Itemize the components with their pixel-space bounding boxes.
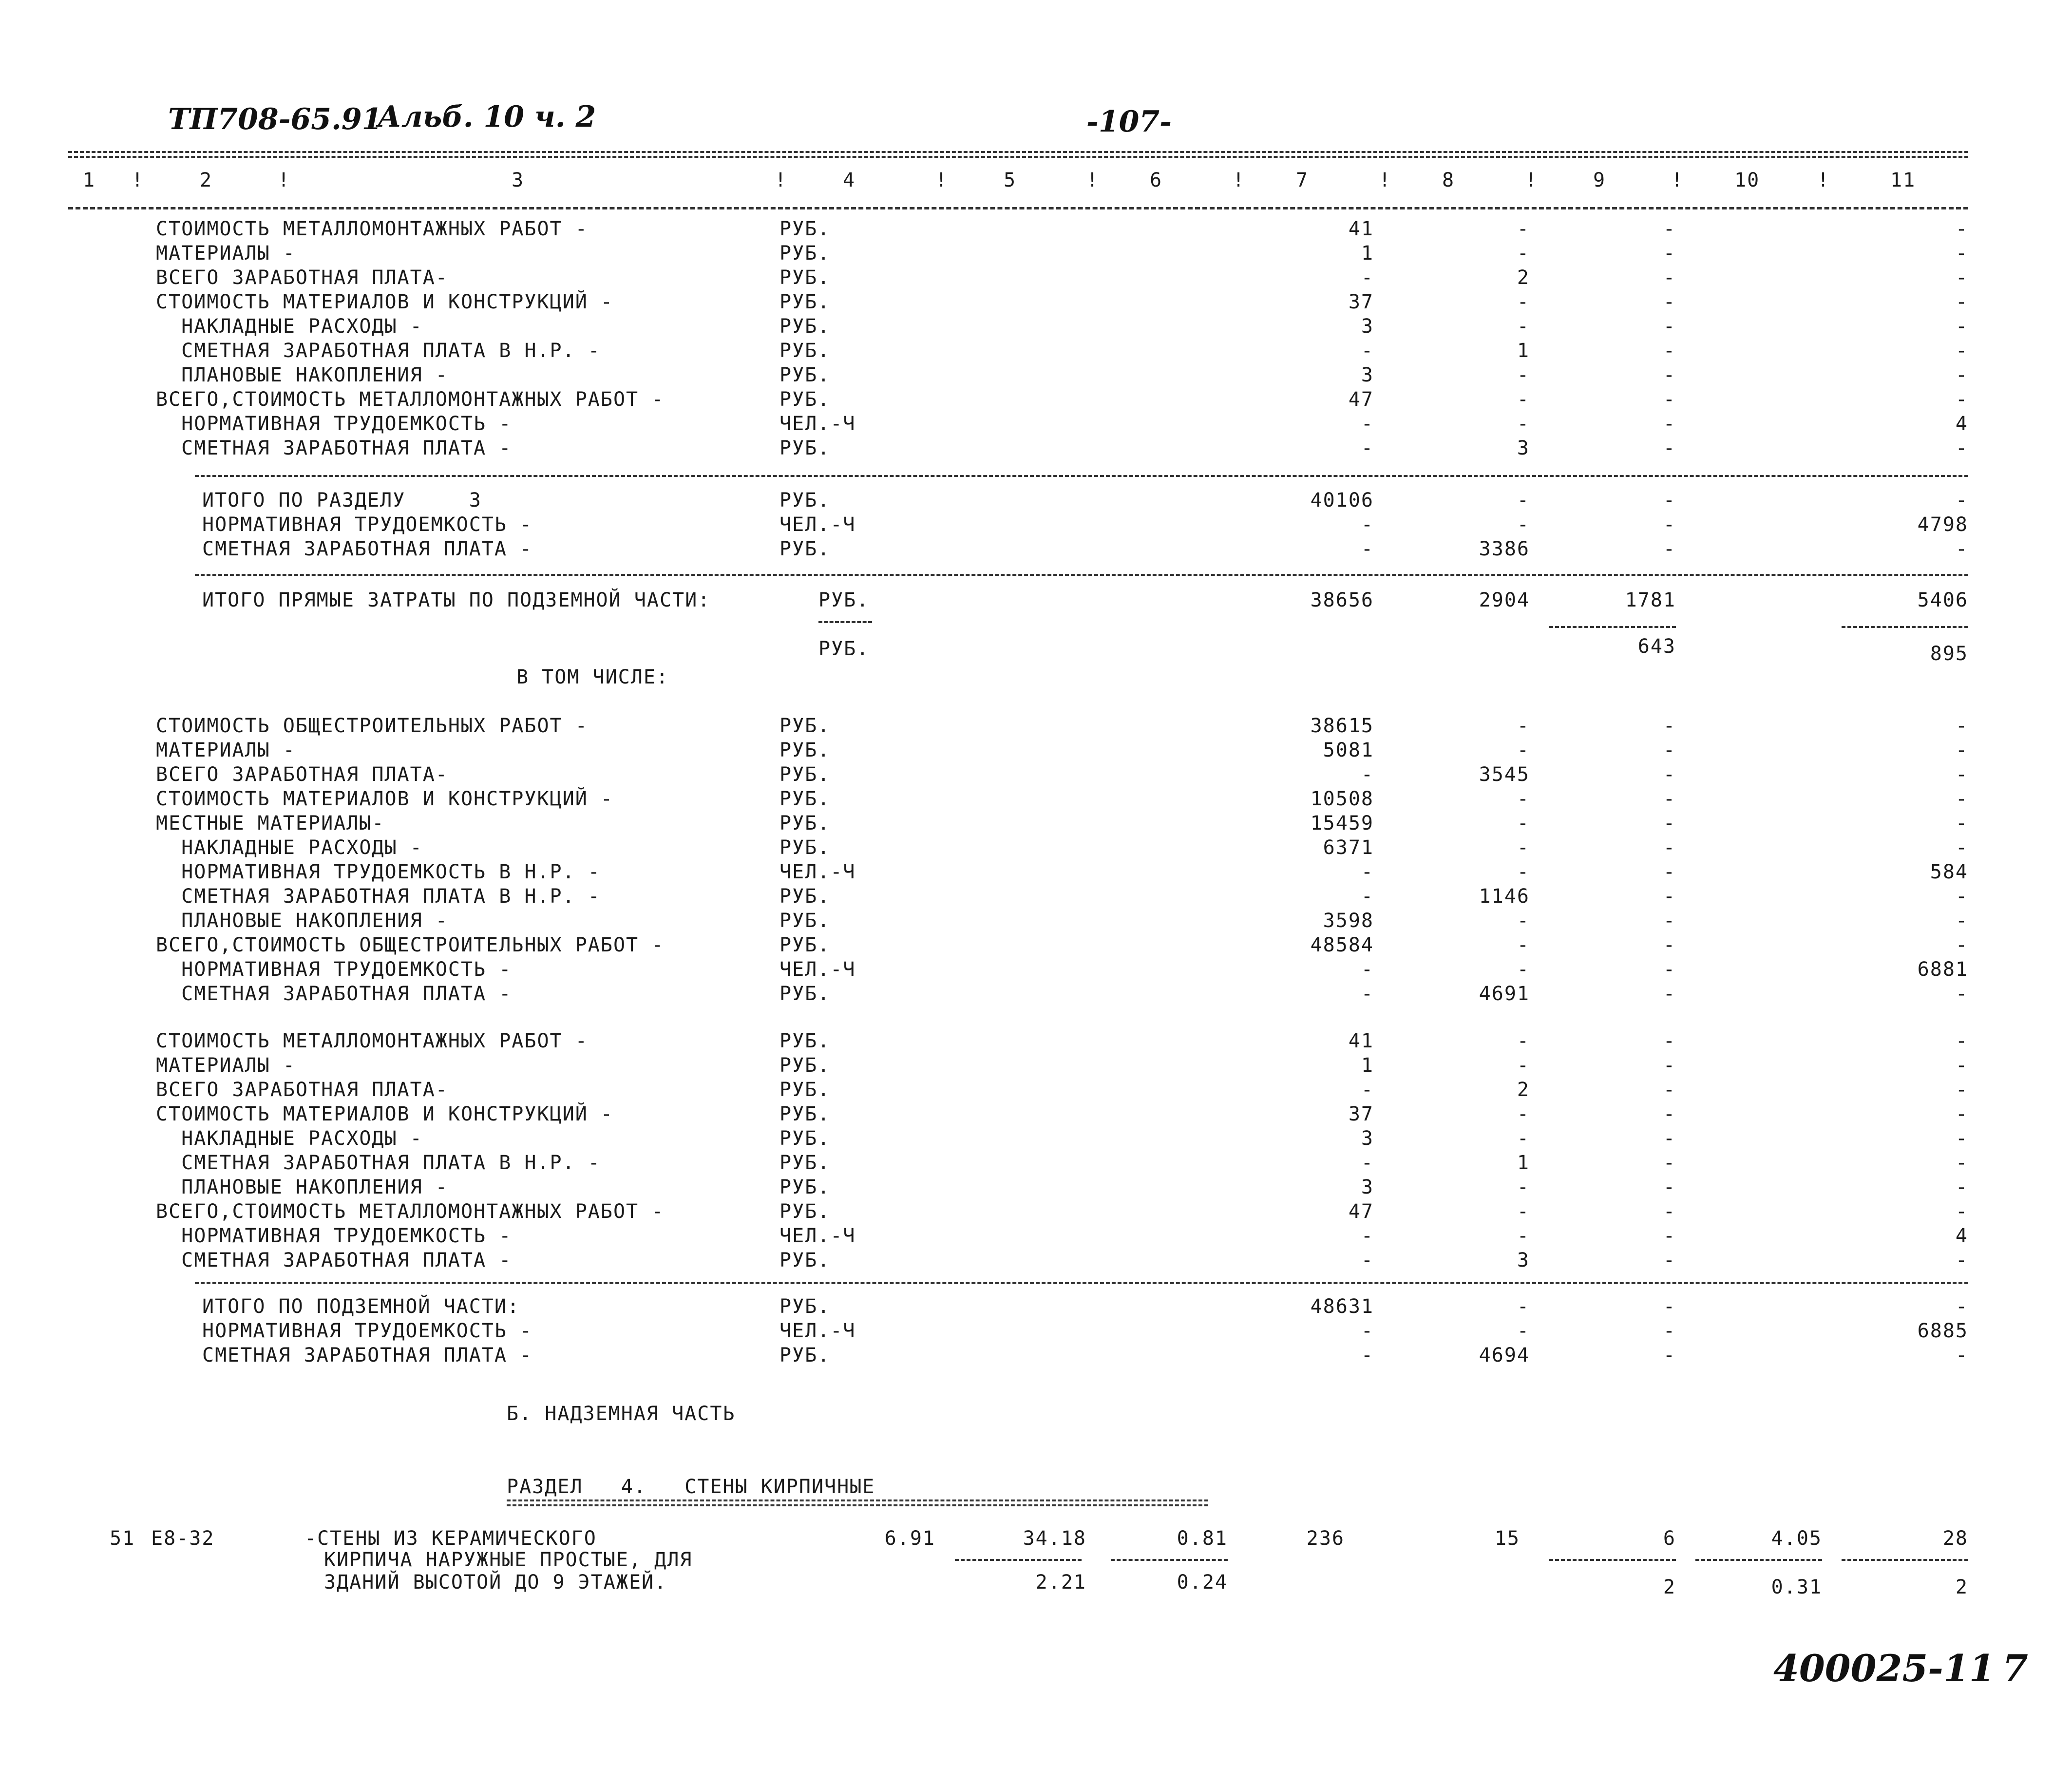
cell-c7: 38615 xyxy=(1310,715,1374,737)
row-unit: РУБ. xyxy=(779,388,831,411)
row-label: СМЕТНАЯ ЗАРАБОТНАЯ ПЛАТА - xyxy=(156,1249,512,1272)
row-label: НОРМАТИВНАЯ ТРУДОЕМКОСТЬ В Н.Р. - xyxy=(156,861,601,883)
cell-c10-b: 0.31 xyxy=(1771,1576,1822,1598)
row-unit: ЧЕЛ.-Ч xyxy=(779,958,856,981)
row-unit-2: РУБ. xyxy=(818,638,870,660)
cell-c8: 1146 xyxy=(1479,885,1530,908)
row-unit: РУБ. xyxy=(779,910,831,932)
cell-c11: - xyxy=(1955,739,1968,761)
cell-c7: - xyxy=(1361,1249,1374,1272)
cell-c7: - xyxy=(1361,538,1374,560)
cell-c7: 5081 xyxy=(1323,739,1374,761)
cell-c11: - xyxy=(1955,1103,1968,1125)
row-unit: РУБ. xyxy=(779,1344,831,1366)
cell-c7: - xyxy=(1361,1344,1374,1366)
row-unit: РУБ. xyxy=(779,1295,831,1318)
cell-c11: - xyxy=(1955,291,1968,313)
cell-c9: - xyxy=(1663,1176,1676,1198)
cell-c11: - xyxy=(1955,1079,1968,1101)
cell-c11-b: 895 xyxy=(1930,643,1968,665)
cell-c7: 1 xyxy=(1361,1054,1374,1077)
cell-c9: - xyxy=(1663,934,1676,956)
cell-c8: - xyxy=(1517,715,1530,737)
section-4-title: РАЗДЕЛ 4. СТЕНЫ КИРПИЧНЫЕ xyxy=(507,1476,875,1498)
cell-c9: - xyxy=(1663,1054,1676,1077)
row-label: НАКЛАДНЫЕ РАСХОДЫ - xyxy=(156,315,423,338)
cell-c11: - xyxy=(1955,1344,1968,1366)
cell-c7: - xyxy=(1361,983,1374,1005)
row-label: ВСЕГО ЗАРАБОТНАЯ ПЛАТА- xyxy=(156,266,448,289)
cell-c11: - xyxy=(1955,983,1968,1005)
cell-c7: - xyxy=(1361,437,1374,459)
row-unit: РУБ. xyxy=(779,315,831,338)
cell-c9: - xyxy=(1663,266,1676,289)
row-label: МАТЕРИАЛЫ - xyxy=(156,1054,296,1077)
cell-c7: 15459 xyxy=(1310,812,1374,835)
cell-c8: 2904 xyxy=(1479,589,1530,611)
row-label: МЕСТНЫЕ МАТЕРИАЛЫ- xyxy=(156,812,385,835)
cell-c11: - xyxy=(1955,934,1968,956)
cell-c11: 4 xyxy=(1955,413,1968,435)
cell-c9: - xyxy=(1663,364,1676,386)
cell-c7: - xyxy=(1361,340,1374,362)
col-header-5: 5 xyxy=(1004,169,1017,191)
cell-c9: - xyxy=(1663,1152,1676,1174)
cell-c11: 4 xyxy=(1955,1225,1968,1247)
row-unit: РУБ. xyxy=(779,489,831,512)
cell-c8: - xyxy=(1517,489,1530,512)
sheet-number: 7 xyxy=(2002,1647,2028,1690)
row-unit: ЧЕЛ.-Ч xyxy=(779,513,856,536)
cell-c8: - xyxy=(1517,910,1530,932)
row-label: НОРМАТИВНАЯ ТРУДОЕМКОСТЬ - xyxy=(202,513,533,536)
row-unit: РУБ. xyxy=(779,364,831,386)
cell-c9: - xyxy=(1663,291,1676,313)
row-label: ИТОГО ПО РАЗДЕЛУ 3 xyxy=(202,489,482,512)
cell-c11: - xyxy=(1955,489,1968,512)
row-unit: РУБ. xyxy=(779,715,831,737)
cell-c8: - xyxy=(1517,1295,1530,1318)
cell-c6: 0.81 xyxy=(1177,1527,1228,1550)
row-unit: РУБ. xyxy=(779,763,831,786)
row-label: НАКЛАДНЫЕ РАСХОДЫ - xyxy=(156,1127,423,1150)
row-label: НОРМАТИВНАЯ ТРУДОЕМКОСТЬ - xyxy=(156,958,512,981)
row-label: ИТОГО ПРЯМЫЕ ЗАТРАТЫ ПО ПОДЗЕМНОЙ ЧАСТИ: xyxy=(202,589,711,611)
cell-c10: 4.05 xyxy=(1771,1527,1822,1550)
row-label: НАКЛАДНЫЕ РАСХОДЫ - xyxy=(156,836,423,859)
row-unit: РУБ. xyxy=(779,1152,831,1174)
cell-c8: - xyxy=(1517,1176,1530,1198)
row-label: МАТЕРИАЛЫ - xyxy=(156,739,296,761)
cell-c11: - xyxy=(1955,788,1968,810)
row-label: НОРМАТИВНАЯ ТРУДОЕМКОСТЬ - xyxy=(202,1320,533,1342)
row-label: СМЕТНАЯ ЗАРАБОТНАЯ ПЛАТА - xyxy=(156,437,512,459)
cell-c9: - xyxy=(1663,861,1676,883)
item-desc-line-1: -СТЕНЫ ИЗ КЕРАМИЧЕСКОГО xyxy=(304,1527,597,1550)
cell-c8: - xyxy=(1517,739,1530,761)
cell-c5-b: 2.21 xyxy=(1035,1571,1086,1594)
row-label: СТОИМОСТЬ МАТЕРИАЛОВ И КОНСТРУКЦИЙ - xyxy=(156,1103,613,1125)
cell-c11: 6881 xyxy=(1917,958,1968,981)
cell-c9: 6 xyxy=(1663,1527,1676,1550)
cell-c7: - xyxy=(1361,1225,1374,1247)
cell-c7: - xyxy=(1361,413,1374,435)
cell-c9-b: 643 xyxy=(1637,635,1676,658)
item-desc-line-3: ЗДАНИЙ ВЫСОТОЙ ДО 9 ЭТАЖЕЙ. xyxy=(324,1571,667,1594)
cell-c9: - xyxy=(1663,788,1676,810)
item-desc-line-2: КИРПИЧА НАРУЖНЫЕ ПРОСТЫЕ, ДЛЯ xyxy=(324,1549,693,1571)
row-label: ВСЕГО ЗАРАБОТНАЯ ПЛАТА- xyxy=(156,763,448,786)
cell-c9: - xyxy=(1663,538,1676,560)
section-4-underline xyxy=(507,1499,1208,1506)
item-code: Е8-32 xyxy=(151,1527,215,1550)
cell-c6-b: 0.24 xyxy=(1177,1571,1228,1594)
row-label: НОРМАТИВНАЯ ТРУДОЕМКОСТЬ - xyxy=(156,1225,512,1247)
cell-c11: - xyxy=(1955,1152,1968,1174)
album-label: Альб. 10 ч. 2 xyxy=(378,100,596,134)
cell-c11: 4798 xyxy=(1917,513,1968,536)
row-unit: РУБ. xyxy=(779,934,831,956)
cell-c8: - xyxy=(1517,1200,1530,1223)
col-header-4: 4 xyxy=(843,169,856,191)
row-unit: РУБ. xyxy=(779,788,831,810)
cell-c11: - xyxy=(1955,1200,1968,1223)
row-label: СМЕТНАЯ ЗАРАБОТНАЯ ПЛАТА - xyxy=(202,538,533,560)
cell-c8: - xyxy=(1517,812,1530,835)
row-label: СМЕТНАЯ ЗАРАБОТНАЯ ПЛАТА - xyxy=(156,983,512,1005)
col-header-11: 11 xyxy=(1890,169,1916,191)
cell-c8: 4694 xyxy=(1479,1344,1530,1366)
cell-c7: 3 xyxy=(1361,364,1374,386)
cell-c7: 236 xyxy=(1306,1527,1345,1550)
row-label: СМЕТНАЯ ЗАРАБОТНАЯ ПЛАТА - xyxy=(202,1344,533,1366)
cell-c9: - xyxy=(1663,1249,1676,1272)
cell-c8: 15 xyxy=(1494,1527,1520,1550)
cell-c8: - xyxy=(1517,861,1530,883)
col-header-10: 10 xyxy=(1734,169,1760,191)
cell-c7: 37 xyxy=(1348,1103,1374,1125)
cell-c9: - xyxy=(1663,1127,1676,1150)
row-label: СТОИМОСТЬ ОБЩЕСТРОИТЕЛЬНЫХ РАБОТ - xyxy=(156,715,588,737)
cell-c7: 48584 xyxy=(1310,934,1374,956)
cell-c9: - xyxy=(1663,413,1676,435)
cell-c8: - xyxy=(1517,413,1530,435)
cell-c11: - xyxy=(1955,218,1968,240)
cell-c8: - xyxy=(1517,1030,1530,1052)
row-unit: РУБ. xyxy=(779,1127,831,1150)
cell-c8: - xyxy=(1517,364,1530,386)
row-unit: РУБ. xyxy=(779,291,831,313)
cell-c11: - xyxy=(1955,266,1968,289)
row-label: ВСЕГО,СТОИМОСТЬ ОБЩЕСТРОИТЕЛЬНЫХ РАБОТ - xyxy=(156,934,665,956)
row-unit: РУБ. xyxy=(779,538,831,560)
row-unit: ЧЕЛ.-Ч xyxy=(779,413,856,435)
cell-c9: - xyxy=(1663,763,1676,786)
cell-c9: 1781 xyxy=(1625,589,1676,611)
cell-c9: - xyxy=(1663,1320,1676,1342)
cell-c7: 47 xyxy=(1348,1200,1374,1223)
cell-c7: 41 xyxy=(1348,218,1374,240)
cell-c9: - xyxy=(1663,836,1676,859)
cell-c11: 5406 xyxy=(1917,589,1968,611)
row-label: ИТОГО ПО ПОДЗЕМНОЙ ЧАСТИ: xyxy=(202,1295,520,1318)
cell-c11: - xyxy=(1955,1295,1968,1318)
cell-c8: - xyxy=(1517,788,1530,810)
row-label: ПЛАНОВЫЕ НАКОПЛЕНИЯ - xyxy=(156,364,448,386)
cell-c9: - xyxy=(1663,983,1676,1005)
cell-c11: - xyxy=(1955,1176,1968,1198)
row-unit: РУБ. xyxy=(779,1176,831,1198)
cell-c11: 584 xyxy=(1930,861,1968,883)
cell-c8: - xyxy=(1517,315,1530,338)
row-unit: РУБ. xyxy=(779,1103,831,1125)
col-header-9: 9 xyxy=(1593,169,1606,191)
cell-c9: - xyxy=(1663,958,1676,981)
cell-c9: - xyxy=(1663,388,1676,411)
cell-c7: 40106 xyxy=(1310,489,1374,512)
cell-c7: 6371 xyxy=(1323,836,1374,859)
row-unit: РУБ. xyxy=(779,242,831,265)
page-number: -107- xyxy=(1086,105,1172,139)
row-label: ВСЕГО,СТОИМОСТЬ МЕТАЛЛОМОНТАЖНЫХ РАБОТ - xyxy=(156,388,665,411)
col-header-7: 7 xyxy=(1296,169,1309,191)
cell-c11: - xyxy=(1955,1030,1968,1052)
row-label: ВСЕГО ЗАРАБОТНАЯ ПЛАТА- xyxy=(156,1079,448,1101)
cell-c11: - xyxy=(1955,437,1968,459)
cell-c11: 6885 xyxy=(1917,1320,1968,1342)
cell-c11: - xyxy=(1955,885,1968,908)
cell-c8: - xyxy=(1517,1320,1530,1342)
cell-c8: - xyxy=(1517,934,1530,956)
cell-c11: - xyxy=(1955,242,1968,265)
cell-c9-b: 2 xyxy=(1663,1576,1676,1598)
cell-c7: - xyxy=(1361,513,1374,536)
cell-c9: - xyxy=(1663,910,1676,932)
row-label: СТОИМОСТЬ МЕТАЛЛОМОНТАЖНЫХ РАБОТ - xyxy=(156,1030,588,1052)
cell-c7: 41 xyxy=(1348,1030,1374,1052)
cell-c7: 10508 xyxy=(1310,788,1374,810)
cell-c8: - xyxy=(1517,388,1530,411)
row-unit: РУБ. xyxy=(779,218,831,240)
cell-c9: - xyxy=(1663,1103,1676,1125)
row-label: ПЛАНОВЫЕ НАКОПЛЕНИЯ - xyxy=(156,910,448,932)
cell-c7: 48631 xyxy=(1310,1295,1374,1318)
cell-c11: - xyxy=(1955,1127,1968,1150)
drawing-stamp-number: 400025-11 xyxy=(1773,1647,1995,1690)
cell-c11: - xyxy=(1955,1249,1968,1272)
cell-c7: - xyxy=(1361,958,1374,981)
cell-c9: - xyxy=(1663,885,1676,908)
row-unit: РУБ. xyxy=(779,885,831,908)
row-label: СТОИМОСТЬ МАТЕРИАЛОВ И КОНСТРУКЦИЙ - xyxy=(156,291,613,313)
cell-c9: - xyxy=(1663,340,1676,362)
cell-c8: - xyxy=(1517,1127,1530,1150)
row-unit: РУБ. xyxy=(779,836,831,859)
cell-c9: - xyxy=(1663,315,1676,338)
cell-c8: 2 xyxy=(1517,1079,1530,1101)
cell-c11: - xyxy=(1955,388,1968,411)
row-unit: РУБ. xyxy=(779,1054,831,1077)
row-unit: РУБ. xyxy=(779,340,831,362)
cell-c9: - xyxy=(1663,513,1676,536)
cell-c11: - xyxy=(1955,763,1968,786)
cell-c11: - xyxy=(1955,315,1968,338)
cell-c9: - xyxy=(1663,218,1676,240)
cell-c11: - xyxy=(1955,836,1968,859)
cell-c11: 28 xyxy=(1942,1527,1968,1550)
cell-c9: - xyxy=(1663,739,1676,761)
row-unit: РУБ. xyxy=(779,1249,831,1272)
cell-c8: - xyxy=(1517,513,1530,536)
cell-c9: - xyxy=(1663,1344,1676,1366)
cell-c9: - xyxy=(1663,1295,1676,1318)
cell-c7: 38656 xyxy=(1310,589,1374,611)
row-label: СМЕТНАЯ ЗАРАБОТНАЯ ПЛАТА В Н.Р. - xyxy=(156,340,601,362)
cell-c7: 37 xyxy=(1348,291,1374,313)
row-label: МАТЕРИАЛЫ - xyxy=(156,242,296,265)
cell-c7: 47 xyxy=(1348,388,1374,411)
cell-c8: 3386 xyxy=(1479,538,1530,560)
cell-c8: - xyxy=(1517,1225,1530,1247)
cell-c8: - xyxy=(1517,218,1530,240)
cell-c8: 3 xyxy=(1517,437,1530,459)
cell-c8: - xyxy=(1517,958,1530,981)
cell-c7: - xyxy=(1361,1152,1374,1174)
col-header-3: 3 xyxy=(512,169,525,191)
cell-c5: 34.18 xyxy=(1023,1527,1086,1550)
cell-c8: 4691 xyxy=(1479,983,1530,1005)
col-header-2: 2 xyxy=(200,169,213,191)
cell-c9: - xyxy=(1663,437,1676,459)
rule xyxy=(195,475,1968,477)
col-header-1: 1 xyxy=(83,169,96,191)
cell-c9: - xyxy=(1663,715,1676,737)
doc-code: ТП708-65.91 xyxy=(168,102,382,136)
cell-c9: - xyxy=(1663,1200,1676,1223)
above-ground-title: Б. НАДЗЕМНАЯ ЧАСТЬ xyxy=(507,1403,736,1425)
cell-c8: - xyxy=(1517,291,1530,313)
row-unit: РУБ. xyxy=(779,266,831,289)
col-header-8: 8 xyxy=(1442,169,1455,191)
row-unit: РУБ. xyxy=(779,812,831,835)
rule xyxy=(195,1282,1968,1284)
cell-c11: - xyxy=(1955,910,1968,932)
cell-c11: - xyxy=(1955,812,1968,835)
cell-c7: - xyxy=(1361,885,1374,908)
col-header-6: 6 xyxy=(1150,169,1163,191)
cell-c7: 3 xyxy=(1361,1176,1374,1198)
cell-c8: 2 xyxy=(1517,266,1530,289)
row-label: НОРМАТИВНАЯ ТРУДОЕМКОСТЬ - xyxy=(156,413,512,435)
row-unit: РУБ. xyxy=(818,589,870,611)
row-unit: РУБ. xyxy=(779,437,831,459)
cell-c7: - xyxy=(1361,266,1374,289)
cell-c7: 3 xyxy=(1361,1127,1374,1150)
row-label: СТОИМОСТЬ МАТЕРИАЛОВ И КОНСТРУКЦИЙ - xyxy=(156,788,613,810)
cell-c8: 3545 xyxy=(1479,763,1530,786)
cell-c8: 1 xyxy=(1517,1152,1530,1174)
cell-c9: - xyxy=(1663,242,1676,265)
cell-c11: - xyxy=(1955,1054,1968,1077)
row-unit: РУБ. xyxy=(779,1030,831,1052)
row-unit: ЧЕЛ.-Ч xyxy=(779,1225,856,1247)
cell-c7: - xyxy=(1361,763,1374,786)
row-unit: РУБ. xyxy=(779,1200,831,1223)
cell-c11: - xyxy=(1955,340,1968,362)
cell-c8: 3 xyxy=(1517,1249,1530,1272)
cell-c11: - xyxy=(1955,715,1968,737)
cell-c9: - xyxy=(1663,1225,1676,1247)
cell-c4: 6.91 xyxy=(884,1527,935,1550)
row-unit: ЧЕЛ.-Ч xyxy=(779,861,856,883)
cell-c7: 3598 xyxy=(1323,910,1374,932)
cell-c8: - xyxy=(1517,836,1530,859)
cell-c9: - xyxy=(1663,812,1676,835)
cell-c7: 1 xyxy=(1361,242,1374,265)
row-unit: РУБ. xyxy=(779,739,831,761)
cell-c8: 1 xyxy=(1517,340,1530,362)
cell-c7: 3 xyxy=(1361,315,1374,338)
row-unit: РУБ. xyxy=(779,983,831,1005)
cell-c8: - xyxy=(1517,1103,1530,1125)
row-unit: ЧЕЛ.-Ч xyxy=(779,1320,856,1342)
cell-c8: - xyxy=(1517,1054,1530,1077)
cell-c8: - xyxy=(1517,242,1530,265)
cell-c11: - xyxy=(1955,538,1968,560)
item-number: 51 xyxy=(110,1527,135,1550)
row-label: СМЕТНАЯ ЗАРАБОТНАЯ ПЛАТА В Н.Р. - xyxy=(156,885,601,908)
cell-c11: - xyxy=(1955,364,1968,386)
cell-c11-b: 2 xyxy=(1955,1576,1968,1598)
cell-c7: - xyxy=(1361,861,1374,883)
cell-c7: - xyxy=(1361,1320,1374,1342)
row-label: СТОИМОСТЬ МЕТАЛЛОМОНТАЖНЫХ РАБОТ - xyxy=(156,218,588,240)
cell-c7: - xyxy=(1361,1079,1374,1101)
cell-c9: - xyxy=(1663,489,1676,512)
rule xyxy=(195,574,1968,576)
row-label: ВСЕГО,СТОИМОСТЬ МЕТАЛЛОМОНТАЖНЫХ РАБОТ - xyxy=(156,1200,665,1223)
header-bottom-rule xyxy=(68,207,1968,209)
including-label: В ТОМ ЧИСЛЕ: xyxy=(516,666,669,688)
header-top-rule xyxy=(68,151,1968,158)
cell-c9: - xyxy=(1663,1079,1676,1101)
cell-c9: - xyxy=(1663,1030,1676,1052)
row-label: СМЕТНАЯ ЗАРАБОТНАЯ ПЛАТА В Н.Р. - xyxy=(156,1152,601,1174)
row-unit: РУБ. xyxy=(779,1079,831,1101)
row-label: ПЛАНОВЫЕ НАКОПЛЕНИЯ - xyxy=(156,1176,448,1198)
